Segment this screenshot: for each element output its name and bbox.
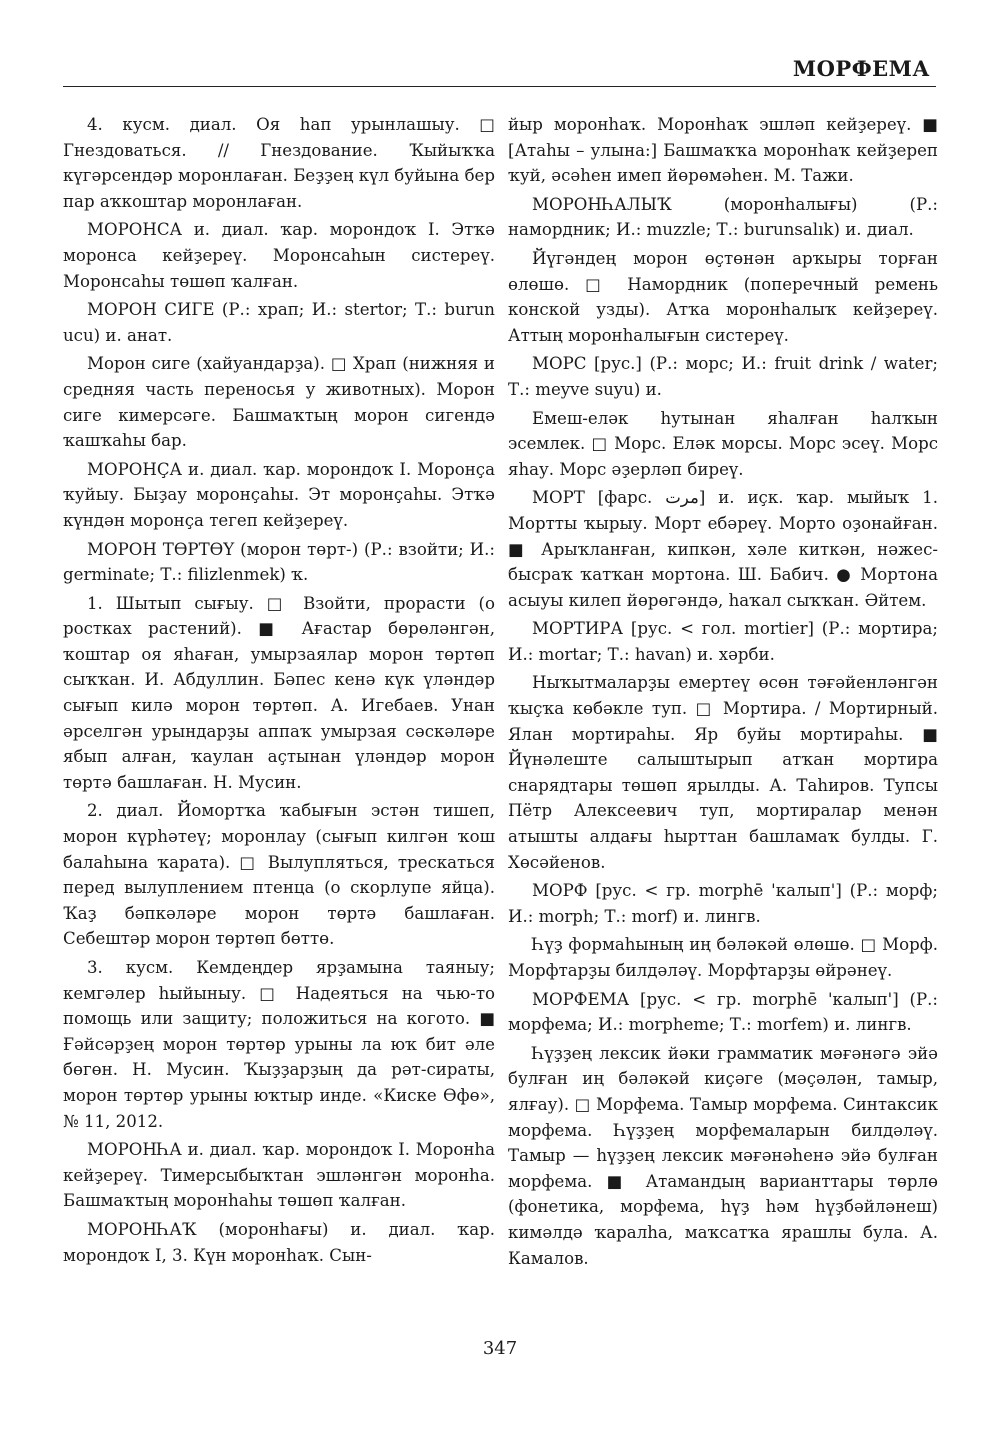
entry-paragraph: МОРОН ТӨРТӨҮ (морон төрт-) (Р.: взойти; И.: germinate; Т.: filizlenmek) ҡ. xyxy=(63,539,495,585)
entry-paragraph: МОРС [рус.] (Р.: морс; И.: fruit drink / water; Т.: meyve suyu) и. xyxy=(508,354,938,399)
entry-paragraph: Һүҙ формаһының иң бәләкәй өлөшө. □ Морф. Морфтарҙы билдәләү. Морфтарҙы өйрәнеү. xyxy=(508,935,938,980)
entry-paragraph: Морон сиге (хайуандарҙа). □ Храп (нижняя и средняя часть переносья у животных). Морон сиге кимерсәге. Башмаҡтың морон сигендә ҡашҡаһы бар. xyxy=(63,354,495,451)
entry-paragraph: МОРОНҺА и. диал. ҡар. морондоҡ I. Моронһа кейҙереү. Тимерсыбыҡтан эшләнгән моронһа. Башмаҡтың моронһаһы төшөп ҡалған. xyxy=(63,1140,495,1211)
entry-paragraph: МОРОНҺАЛЫҠ (моронһалығы) (Р.: намордник; И.: muzzle; Т.: burunsalık) и. диал. xyxy=(508,194,938,240)
entry-paragraph: Ныҡытмаларҙы емертеү өсөн тәғәйенләнгән ҡыҫҡа көбәкле туп. □ Мортира. / Мортирный. Ялан мортираһы. Яр буйы мортираһы. ■ Йүнәлеште салыштырып атҡан мортира снарядтары төшөп ярылды. А. Таһиров. Тупсы Пётр Алексеевич туп, мортиралар менән атышты алдағы һырттан башламаҡ булды. Г. Хөсәйенов. xyxy=(508,673,938,872)
left-column xyxy=(63,112,495,1271)
entry-paragraph: 1. Шытып сығыу. □ Взойти, прорасти (о ростках растений). ■ Ағастар бөрөләнгән, ҡоштар оя яһаған, умырзаялар морон төртөп сыҡҡан. И. Абдуллин. Бәпес кенә күк үләндәр сығып килә морон төртөп. А. Игебаев. Унан әрселгән урындарҙы аппаҡ умырзая сәскәләре ябып алған, ҡаулан аҫтынан үләндәр морон төртә башлаған. Н. Мусин. xyxy=(63,593,495,792)
entry-paragraph: 4. кусм. диал. Оя һап урынлашыу. □ Гнездоваться. // Гнездование. Ҡыйыҡҡа күгәрсендәр моронлаған. Беҙҙең күл буйына бер пар аҡкоштар моронлаған. xyxy=(63,115,495,211)
entry-paragraph: Һүҙҙең лексик йәки грамматик мәғәнәгә эйә булған иң бәләкәй киҫәге (мәҫәлән, тамыр, ялғау). □ Морфема. Тамыр морфема. Синтаксик морфема. Һүҙҙең морфемаларын билдәләү. Тамыр — һүҙҙең лексик мәғәнәһенә эйә булған морфема. ■ Атамандың варианттары төрлө (фонетика, морфема, һүҙ һәм һүҙбәйләнеш) кимәлдә ҡаралһа, маҡсатҡа ярашлы була. А. Камалов. xyxy=(508,1043,938,1268)
entry-paragraph: 2. диал. Йомортҡа ҡабығын эстән тишеп, морон күрһәтеү; моронлау (сығып килгән ҡош балаһына ҡарата). □ Вылупляться, трескаться перед вылуплением птенца (о скорлупе яйца). Ҡаҙ бәпкәләре морон төртә башлаған. Себештәр морон төртөп бөттө. xyxy=(63,801,495,949)
page-number: 347 xyxy=(482,1338,518,1359)
entry-paragraph: МОРФ [рус. < гр. morphē 'калып'] (Р.: морф; И.: morph; Т.: morf) и. лингв. xyxy=(508,881,938,926)
entry-paragraph: Емеш-еләк һутынан яһалған һалҡын эсемлек. □ Морс. Еләк морсы. Морс эсеү. Морс яһау. Морс әҙерләп биреү. xyxy=(508,408,938,479)
entry-paragraph: 3. кусм. Кемдеңдер ярҙамына таяныу; кемгәлер һыйыныу. □ Надеяться на чью-то помощь или защиту; положиться на когото. ■ Ғәйсәрҙең морон төртөр урыны ла юҡ бит әле бөгөн. Н. Мусин. Ҡыҙҙарҙың да рәт-сираты, морон төртөр урыны юҡтыр инде. «Киске Өфө», № 11, 2012. xyxy=(63,958,495,1131)
entry-paragraph: МОРОНҪА и. диал. ҡар. морондоҡ I. Моронҫа ҡуйыу. Быҙау моронҫаһы. Эт моронҫаһы. Этҡә күндән моронҫа тегеп кейҙереү. xyxy=(63,459,495,530)
entry-paragraph: МОРОНСА и. диал. ҡар. морондоҡ I. Этҡә моронса кейҙереү. Моронсаһын систереү. Моронсаһы төшөп ҡалған. xyxy=(63,220,495,291)
running-head: МОРФЕМА xyxy=(792,56,930,81)
entry-paragraph: МОРФЕМА [рус. < гр. morphē 'калып'] (Р.: морфема; И.: morpheme; Т.: morfem) и. лингв. xyxy=(508,989,938,1035)
entry-paragraph: Йүгәндең морон өҫтөнән арҡыры торған өлөшө. □ Намордник (поперечный ремень конской узды). Атҡа моронһалыҡ кейҙереү. Аттың моронһалығын систереү. xyxy=(508,248,938,345)
entry-paragraph: йыр моронһаҡ. Моронһаҡ эшләп кейҙереү. ■ [Атаһы – улына:] Башмаҡҡа моронһаҡ кейҙереп ҡуй, әсәһен имеп йөрөмәһен. М. Тажи. xyxy=(508,115,938,186)
right-column xyxy=(508,112,938,1274)
header-rule xyxy=(63,86,936,87)
entry-paragraph: МОРОН СИГЕ (Р.: храп; И.: stertor; Т.: burun ucu) и. анат. xyxy=(63,300,495,345)
entry-paragraph: МОРТИРА [рус. < гол. mortier] (Р.: мортира; И.: mortar; Т.: havan) и. хәрби. xyxy=(508,619,938,664)
entry-paragraph: МОРОНҺАҠ (моронһағы) и. диал. ҡар. морондоҡ I, 3. Күн моронһаҡ. Сын- xyxy=(63,1219,495,1265)
entry-paragraph: МОРТ [фарс. مرت] и. иҫк. ҡар. мыйыҡ 1. Мортты ҡырыу. Морт ебәреү. Морто оҙонайған. ■ Арыҡланған, кипкән, хәле киткән, нәжес-бысраҡ ҡатҡан мортона. Ш. Бабич. ● Мортона асыуы килеп йөрөгәндә, һаҡал сыҡҡан. Әйтем. xyxy=(508,488,938,610)
